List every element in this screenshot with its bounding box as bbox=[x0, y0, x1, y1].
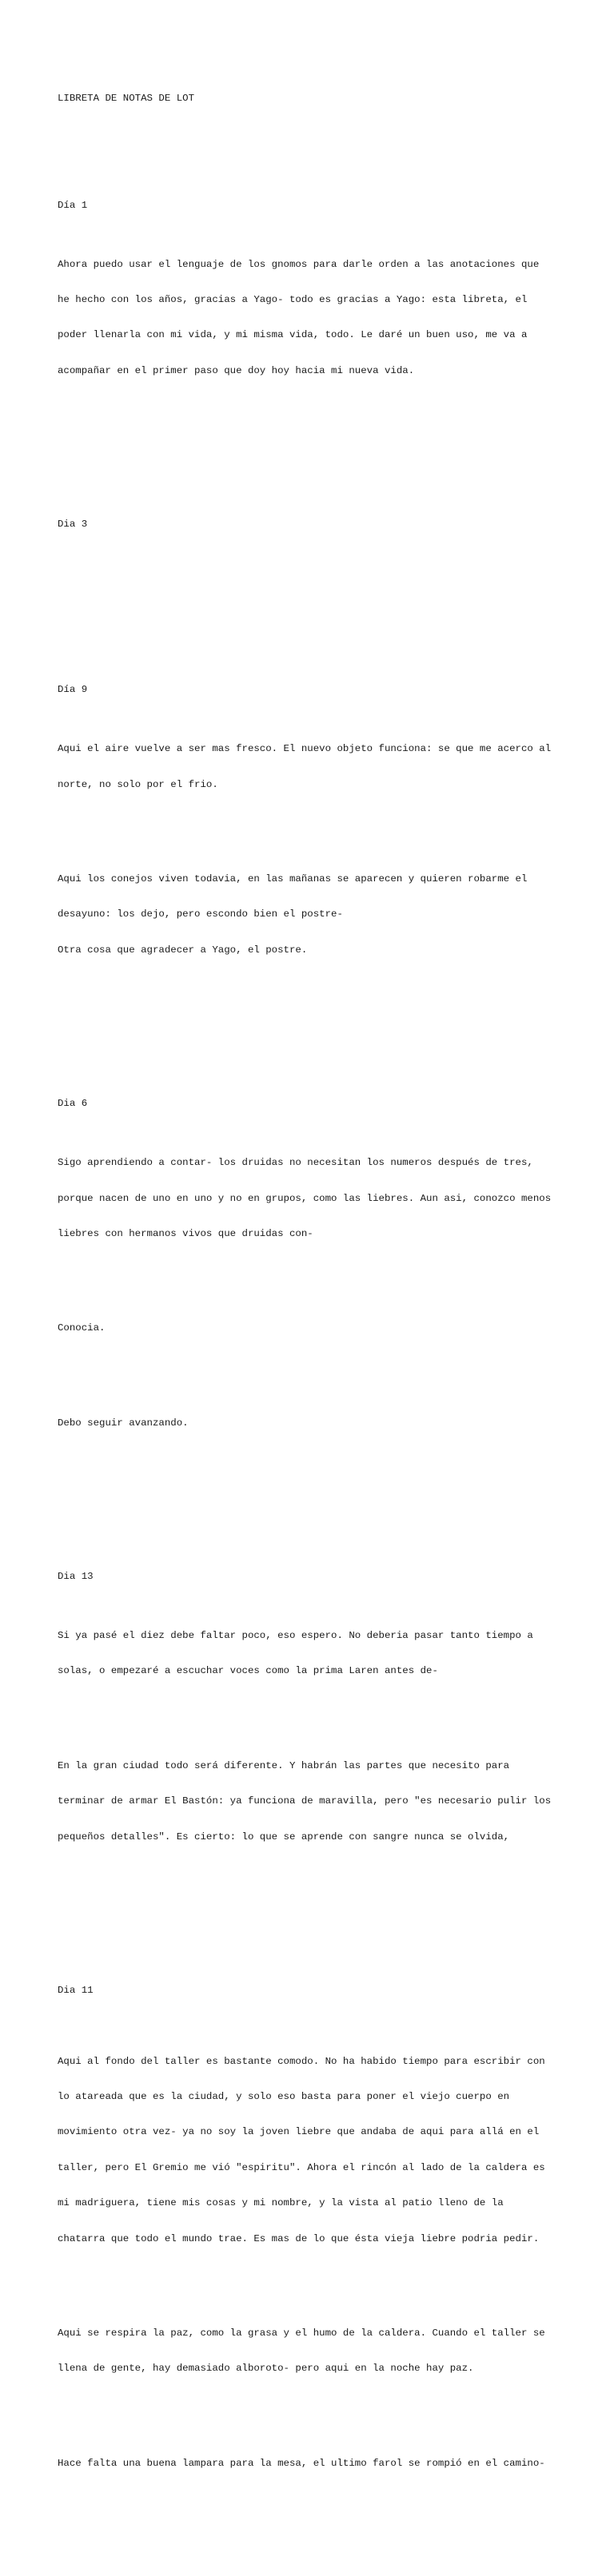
entry-heading: Día 9 bbox=[58, 684, 88, 696]
entry-dia-6 bbox=[58, 1075, 561, 1489]
entry-dia-9 bbox=[58, 661, 561, 1016]
entry-dia-13 bbox=[58, 1547, 561, 1902]
text-line: Hace falta una buena lampara para la mesa, el ultimo farol se rompió en el camino- bbox=[58, 2457, 545, 2469]
text-line: porque nacen de uno en uno y no en grupos, como las liebres. Aun asi, conozco menos bbox=[58, 1192, 552, 1204]
entry-paragraph bbox=[58, 235, 561, 400]
text-line: Otra cosa que agradecer a Yago, el postre. bbox=[58, 944, 308, 956]
document-body bbox=[58, 58, 561, 2576]
text-line: llena de gente, hay demasiado alboroto- pero aqui en la noche hay paz. bbox=[58, 2363, 474, 2375]
entry-dia-1 bbox=[58, 176, 561, 436]
text-line: desayuno: los dejo, pero escondo bien el postre- bbox=[58, 908, 343, 920]
entry-paragraph bbox=[58, 2032, 561, 2268]
entry-heading: Día 1 bbox=[58, 199, 88, 211]
entry-dia-11 bbox=[58, 1961, 561, 2528]
entry-paragraph bbox=[58, 2304, 561, 2398]
text-line: mi madriguera, tiene mis cosas y mi nombre, y la vista al patio lleno de la bbox=[58, 2197, 504, 2209]
text-line: movimiento otra vez- ya no soy la joven liebre que andaba de aqui para allá en el bbox=[58, 2126, 540, 2138]
entry-paragraph bbox=[58, 1606, 561, 1700]
text-line: acompañar en el primer paso que doy hoy hacia mi nueva vida. bbox=[58, 364, 415, 376]
entry-paragraph bbox=[58, 1393, 561, 1453]
text-line: chatarra que todo el mundo trae. Es mas de lo que ésta vieja liebre podria pedir. bbox=[58, 2232, 540, 2244]
text-line: Debo seguir avanzando. bbox=[58, 1417, 189, 1429]
text-line: taller, pero El Gremio me vió "espiritu". Ahora el rincón al lado de la caldera es bbox=[58, 2161, 545, 2173]
text-line: pequeños detalles". Es cierto: lo que se aprende con sangre nunca se olvida, bbox=[58, 1831, 510, 1843]
entry-paragraph bbox=[58, 1134, 561, 1264]
entry-heading: Dia 3 bbox=[58, 519, 88, 531]
text-line: Aqui al fondo del taller es bastante comodo. No ha habido tiempo para escribir con bbox=[58, 2055, 545, 2067]
text-line: Ahora puedo usar el lenguaje de los gnomos para darle orden a las anotaciones que bbox=[58, 258, 540, 270]
text-line: lo atareada que es la ciudad, y solo eso basta para poner el viejo cuerpo en bbox=[58, 2091, 510, 2103]
text-line: norte, no solo por el frio. bbox=[58, 778, 218, 790]
text-line: Aqui el aire vuelve a ser mas fresco. El nuevo objeto funciona: se que me acerco al bbox=[58, 743, 552, 755]
entry-dia-3 bbox=[58, 495, 561, 601]
text-line: En la gran ciudad todo será diferente. Y habrán las partes que necesito para bbox=[58, 1759, 510, 1771]
entry-heading: Dia 13 bbox=[58, 1571, 94, 1582]
text-line: Aqui los conejos viven todavia, en las mañanas se aparecen y quieren robarme el bbox=[58, 873, 528, 885]
blank-space bbox=[58, 554, 561, 578]
entry-heading: Dia 6 bbox=[58, 1098, 88, 1110]
text-line: Aqui se respira la paz, como la grasa y el humo de la caldera. Cuando el taller se bbox=[58, 2328, 545, 2339]
entry-paragraph bbox=[58, 1736, 561, 1866]
document-title: LIBRETA DE NOTAS DE LOT bbox=[58, 93, 195, 105]
text-line: liebres con hermanos vivos que druidas con- bbox=[58, 1227, 313, 1239]
entry-paragraph bbox=[58, 1299, 561, 1358]
text-line: he hecho con los años, gracias a Yago- todo es gracias a Yago: esta libreta, el bbox=[58, 293, 528, 305]
entry-paragraph bbox=[58, 2434, 561, 2493]
text-line: Conocia. bbox=[58, 1322, 106, 1334]
text-line: terminar de armar El Bastón: ya funciona de maravilla, pero "es necesario pulir los bbox=[58, 1795, 552, 1807]
entry-paragraph bbox=[58, 720, 561, 814]
text-line: Sigo aprendiendo a contar- los druidas no necesitan los numeros después de tres, bbox=[58, 1157, 533, 1169]
text-line: Si ya pasé el diez debe faltar poco, eso espero. No deberia pasar tanto tiempo a bbox=[58, 1629, 533, 1641]
entry-paragraph bbox=[58, 849, 561, 980]
text-line: solas, o empezaré a escuchar voces como la prima Laren antes de- bbox=[58, 1665, 438, 1677]
entry-heading: Dia 11 bbox=[58, 1984, 94, 1996]
text-line: poder llenarla con mi vida, y mi misma vida, todo. Le daré un buen uso, me va a bbox=[58, 329, 528, 341]
